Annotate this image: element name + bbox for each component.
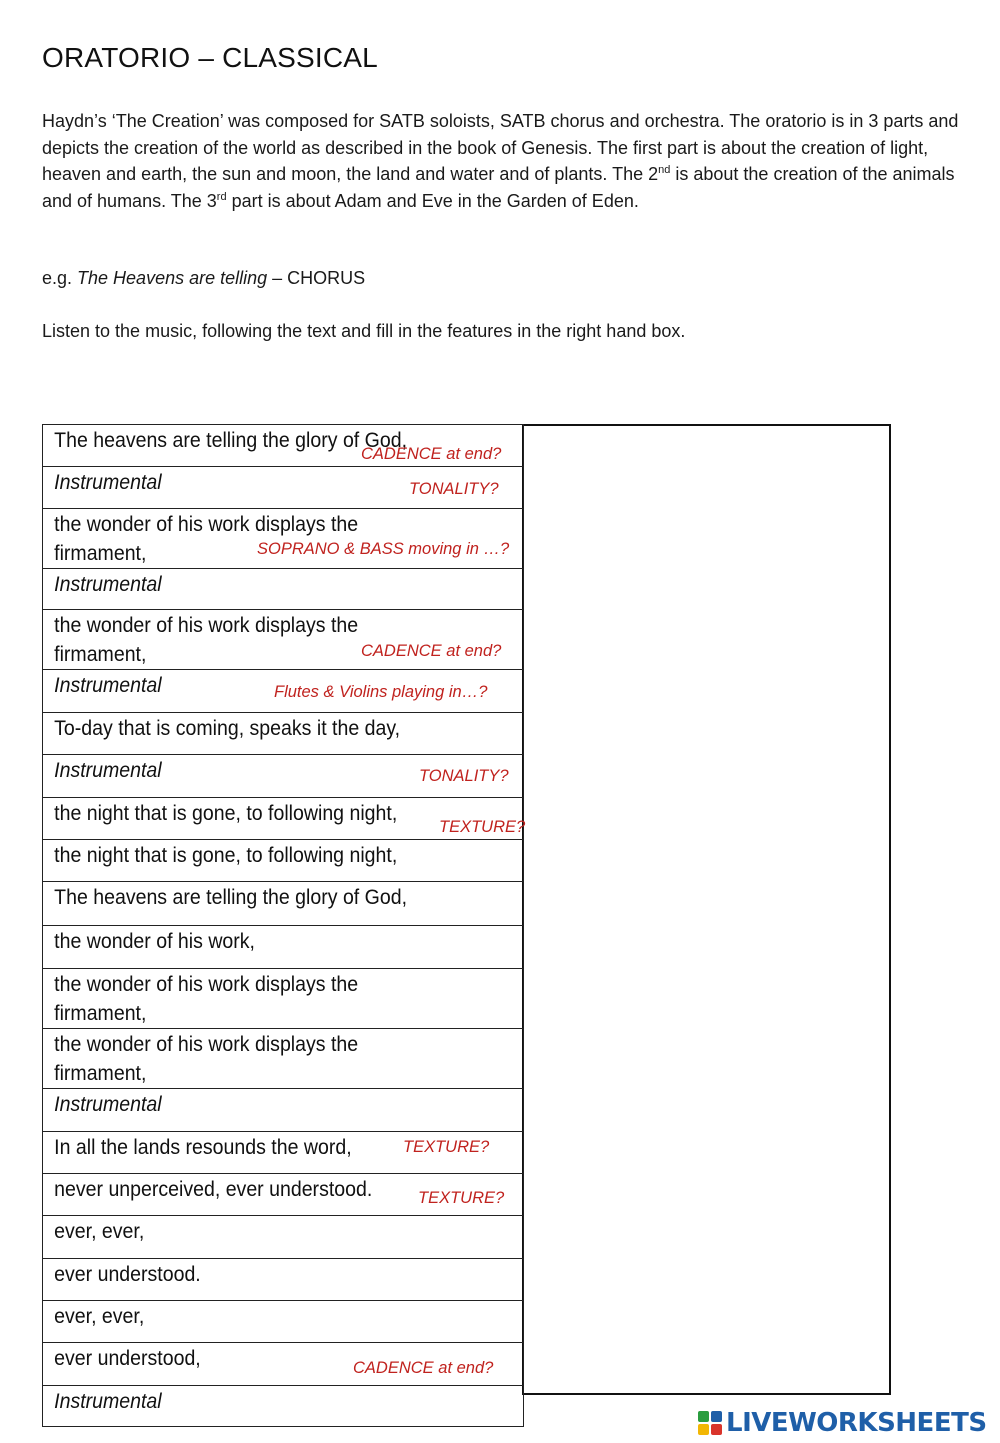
intro-sup-nd: nd [658,164,671,177]
lyric-text: ever understood. [54,1263,201,1286]
instrumental-label: Instrumental [54,674,162,697]
lyric-row [43,1301,524,1343]
lyric-row [43,969,524,1029]
lyric-row [43,840,524,882]
lyric-text: In all the lands resounds the word, [54,1136,352,1159]
page-title: ORATORIO – CLASSICAL [42,42,378,73]
lyric-text: never unperceived, ever understood. [54,1178,373,1201]
lyric-row [43,1216,524,1259]
lyric-cell [43,1301,524,1343]
lyric-text: the wonder of his work displays the [54,614,359,637]
lyric-cell [43,569,524,610]
intro-text-c: part is about Adam and Eve in the Garden of Eden. [226,190,639,211]
lyric-cell [43,1132,524,1174]
lyric-cell [43,798,524,840]
lyric-cell [43,670,524,713]
lyric-text: the wonder of his work displays the [54,1033,359,1056]
lyric-text: firmament, [54,642,147,666]
instrumental-label: Instrumental [54,1390,162,1413]
lyric-row [43,755,524,798]
intro-sup-rd: rd [216,190,227,203]
lyric-text: the night that is gone, to following night, [54,802,398,825]
prompt-note: CADENCE at end? [353,1359,494,1377]
lyric-cell [43,610,524,670]
lyric-row [43,713,524,755]
lyric-cell [43,1029,524,1089]
lyric-row [43,798,524,840]
lyric-cell [43,840,524,882]
prompt-note: TONALITY? [419,767,509,785]
prompt-note: TONALITY? [409,480,499,498]
lyric-row [43,882,524,926]
lyric-cell [43,969,524,1029]
lyric-text: To-day that is coming, speaks it the day, [54,717,401,740]
intro-text-b: is about the creation of the animals and of humans. The 3 [42,164,955,211]
liveworksheets-logo [698,1408,987,1438]
lyric-cell [43,1259,524,1301]
lyric-row [43,425,524,467]
lyric-text: ever, ever, [54,1220,145,1243]
lyric-cell [43,425,524,467]
lyric-text: The heavens are telling the glory of God, [54,429,408,452]
prompt-note: CADENCE at end? [361,642,502,660]
lyric-text: the wonder of his work, [54,930,255,953]
instrumental-label: Instrumental [54,573,162,596]
lyric-text: firmament, [54,541,147,565]
instrumental-label: Instrumental [54,1093,162,1116]
lyric-text: The heavens are telling the glory of God, [54,886,408,909]
logo-text: LIVEWORKSHEETS [726,1408,987,1438]
lyric-cell [43,1089,524,1132]
example-prefix: e.g. [42,268,78,288]
lyric-text: the night that is gone, to following night, [54,844,398,867]
lyric-row [43,1089,524,1132]
prompt-note: SOPRANO & BASS moving in …? [257,540,510,558]
lyric-text: firmament, [54,1001,147,1025]
lyric-cell [43,1386,524,1427]
prompt-note: CADENCE at end? [361,445,502,463]
instrumental-label: Instrumental [54,759,162,782]
lyric-cell [43,1343,524,1386]
lyric-cell [43,882,524,926]
lyric-row [43,1386,524,1427]
lyric-row [43,1174,524,1216]
lyric-row [43,509,524,569]
lyric-cell [43,926,524,969]
lyric-row [43,926,524,969]
lyric-cell [43,467,524,509]
intro-text-a: Haydn’s ‘The Creation’ was composed for SATB soloists, SATB chorus and orchestra. The oratorio is in 3 parts and depicts the creation of the world as described in the book of Genesis. The first part is about the creation of light, heaven and earth, the sun and moon, the land and water and of plants. The 2 [42,111,959,185]
lyric-text: ever understood, [54,1347,201,1370]
lyric-cell [43,755,524,798]
prompt-note: TEXTURE? [439,818,526,836]
lyric-row [43,467,524,509]
instrumental-label: Instrumental [54,471,162,494]
lyric-text: firmament, [54,1061,147,1085]
prompt-note: TEXTURE? [418,1189,505,1207]
lyric-row [43,610,524,670]
lyric-cell [43,509,524,569]
intro-paragraph [42,108,972,214]
lyric-row [43,1029,524,1089]
lyric-cell [43,713,524,755]
lyric-text: the wonder of his work displays the [54,973,359,996]
logo-grid-icon [698,1411,722,1435]
lyric-cell [43,1216,524,1259]
answer-box[interactable] [522,424,891,1395]
lyric-cell [43,1174,524,1216]
lyric-row [43,1132,524,1174]
lyric-row [43,670,524,713]
lyric-row [43,1259,524,1301]
lyric-text: ever, ever, [54,1305,145,1328]
example-suffix: – CHORUS [267,268,366,288]
lyrics-table [42,424,524,1427]
prompt-note: Flutes & Violins playing in…? [274,683,488,701]
lyric-row [43,569,524,610]
instruction-text: Listen to the music, following the text and fill in the features in the right hand box. [42,321,686,341]
lyric-text: the wonder of his work displays the [54,513,359,536]
example-line [42,268,365,289]
prompt-note: TEXTURE? [403,1138,490,1156]
example-work-title: The Heavens are telling [77,268,268,288]
lyric-row [43,1343,524,1386]
